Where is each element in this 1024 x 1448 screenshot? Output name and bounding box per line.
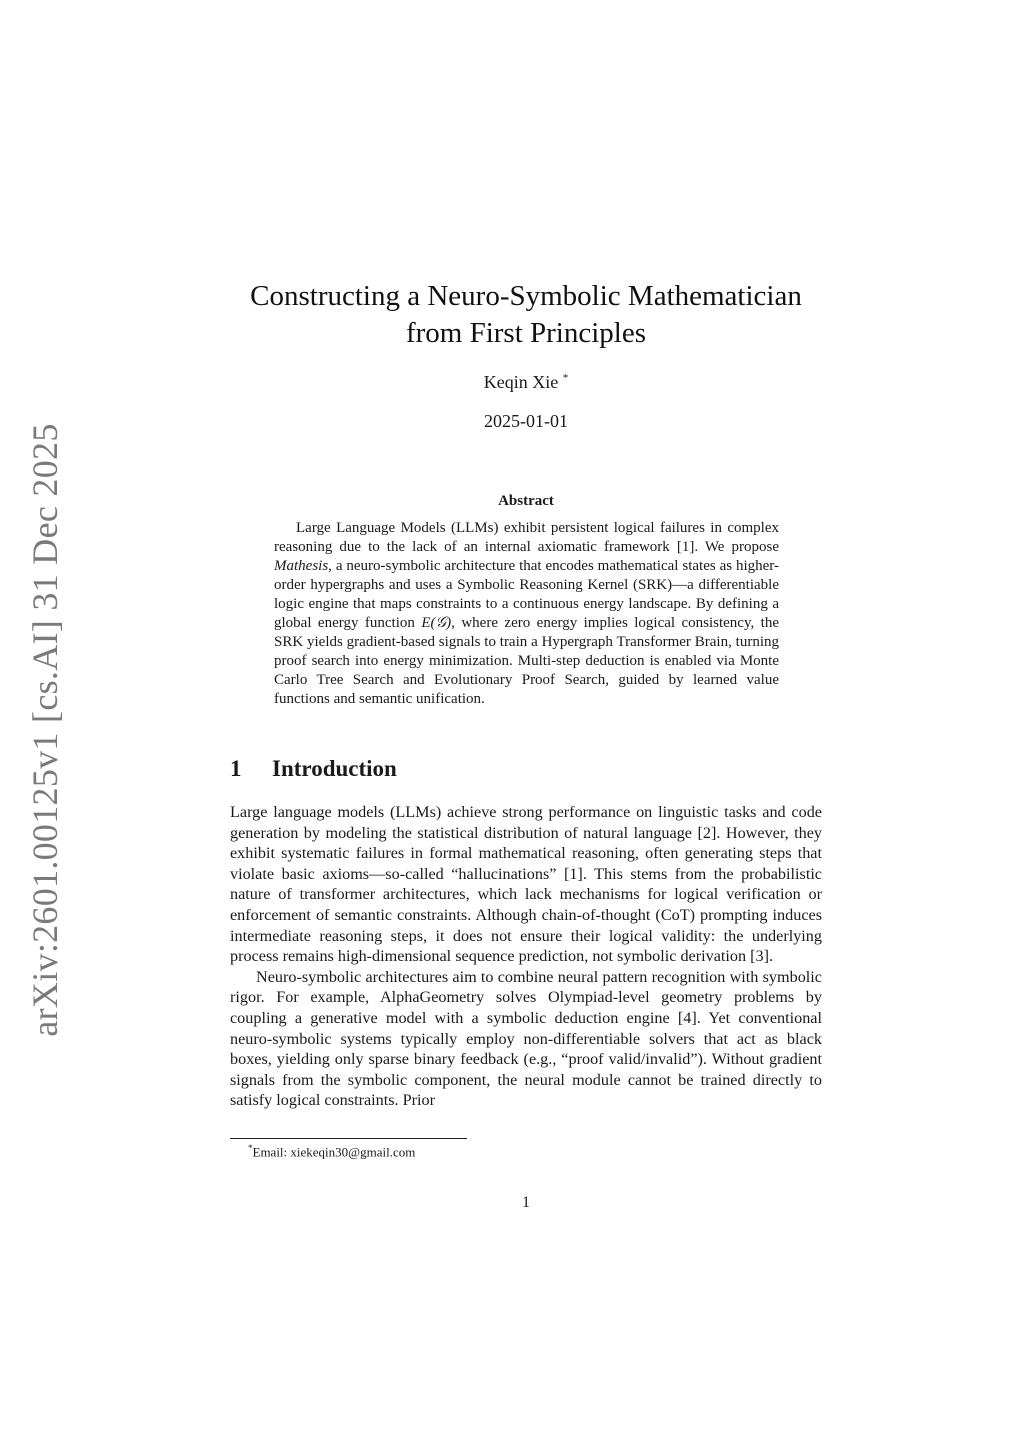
abstract-math-energy: E(𝒢) [421,615,452,631]
page-number: 1 [522,1194,530,1211]
intro-paragraph-2: Neuro-symbolic architectures aim to combine neural pattern recognition with symbolic rigor. For example, AlphaGeometry solves Olympiad-level geometry problems by coupling a generative model with a symbolic deduction engine [4]. Yet conventional neuro-symbolic systems typically employ non-differentiable solvers that act as black boxes, yielding only sparse binary feedback (e.g., “proof valid/invalid”). Without gradient signals from the symbolic component, the neural module cannot be trained directly to satisfy logical constraints. Prior [230,967,822,1110]
section-heading-introduction [230,756,397,782]
footnote-email [248,1143,415,1160]
author-footnote-mark: * [562,372,569,384]
section-title: Introduction [272,756,397,781]
paper-title [230,278,822,352]
author [230,372,822,393]
footnote-mark: * [248,1143,253,1153]
abstract-text-1: Large Language Models (LLMs) exhibit persistent logical failures in complex reasoning due to the lack of an internal axiomatic framework [1]. We propose [274,520,779,555]
author-name: Keqin Xie [483,372,563,392]
footnote-text: Email: xiekeqin30@gmail.com [252,1144,416,1160]
intro-paragraph-1: Large language models (LLMs) achieve strong performance on linguistic tasks and code generation by modeling the statistical distribution of natural language [2]. However, they exhibit systematic failures in formal mathematical reasoning, often generating steps that violate basic axioms—so-called “hallucinations” [1]. This stems from the probabilistic nature of transformer architectures, which lack mechanisms for logical verification or enforcement of semantic constraints. Although chain-of-thought (CoT) prompting induces intermediate reasoning steps, it does not ensure their logical validity: the underlying process remains high-dimensional sequence prediction, not symbolic derivation [3]. [230,803,822,966]
abstract-heading: Abstract [498,493,554,509]
abstract-emphasis-mathesis: Mathesis [274,558,329,574]
paper-date: 2025-01-01 [484,411,568,431]
abstract-text-2: , a neuro-symbolic architecture that encodes mathematical states as higher-order hypergraphs and uses a Symbolic Reasoning Kernel (SRK)—a differentiable logic engine that maps constraints to a continuous energy landscape. By defining a global energy function [274,558,779,631]
abstract-text-3: , where zero energy implies logical consistency, the SRK yields gradient-based signals to train a Hypergraph Transformer Brain, turning proof search into energy minimization. Multi-step deduction is enabled via Monte Carlo Tree Search and Evolutionary Proof Search, guided by learned value functions and semantic unification. [274,615,780,707]
abstract-body [274,519,779,709]
title-line-2: from First Principles [405,317,647,349]
title-line-1: Constructing a Neuro-Symbolic Mathematician [250,280,802,312]
section-number: 1 [230,756,242,781]
footnote-divider [230,1138,467,1139]
arxiv-identifier-stamp: arXiv:2601.00125v1 [cs.AI] 31 Dec 2025 [25,423,65,1037]
introduction-body [230,802,822,1111]
